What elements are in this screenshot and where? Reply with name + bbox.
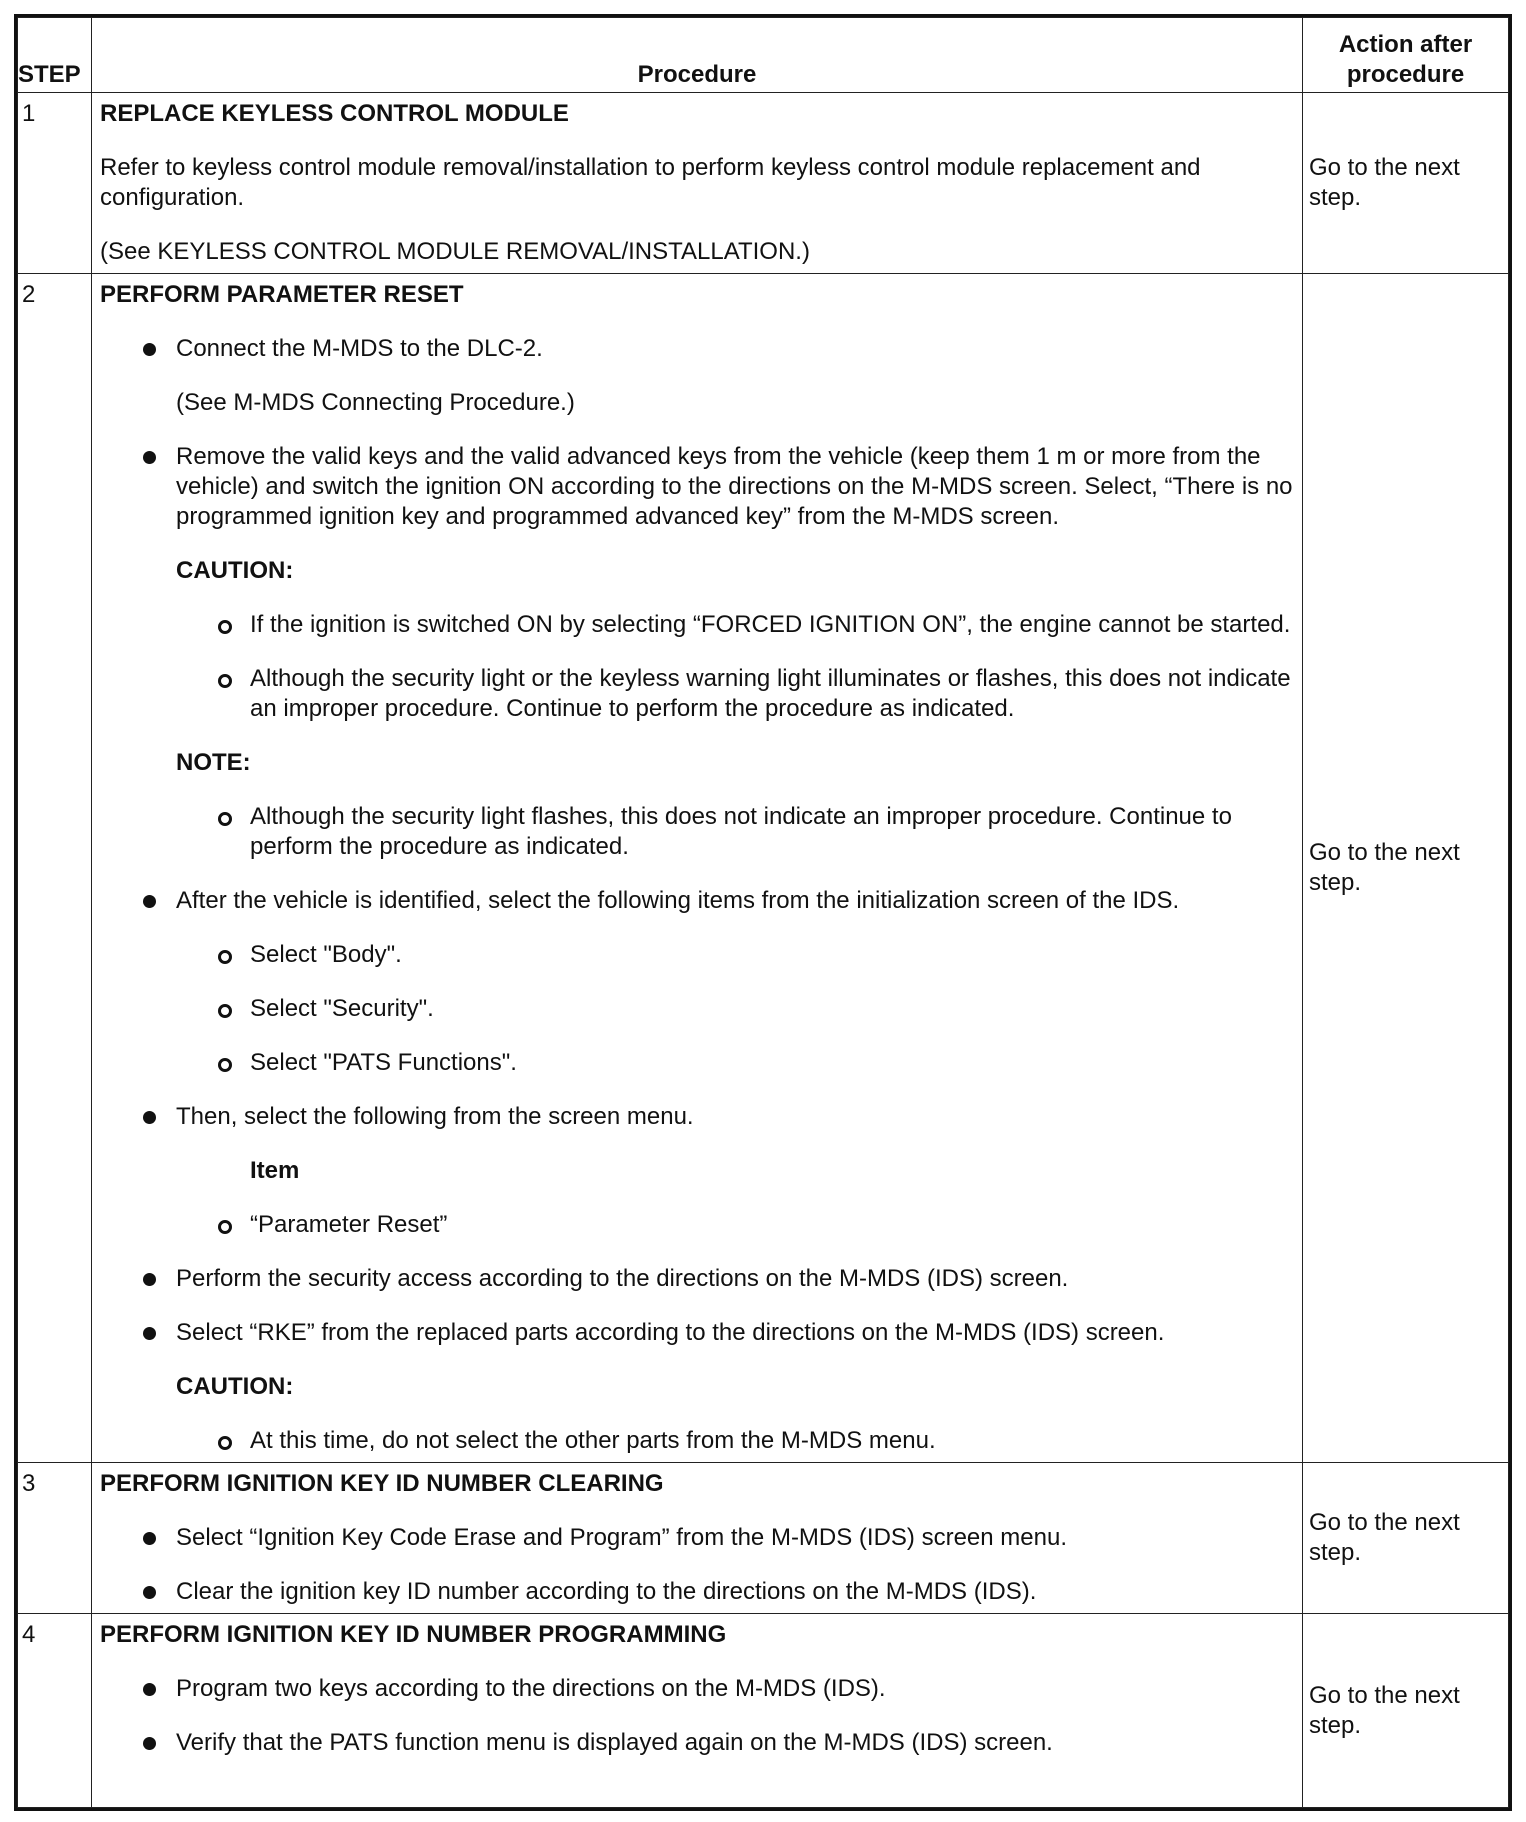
sub-bullet-item: If the ignition is switched ON by selecting “FORCED IGNITION ON”, the engine cannot be started.	[100, 610, 1294, 640]
step-column-header: STEP	[18, 18, 92, 93]
reference-text: (See M-MDS Connecting Procedure.)	[176, 389, 575, 416]
sub-bullet-item: Select "PATS Functions".	[100, 1048, 1294, 1078]
step-title: REPLACE KEYLESS CONTROL MODULE	[100, 100, 569, 127]
procedure-cell	[92, 93, 1303, 274]
sub-bullet-item: “Parameter Reset”	[100, 1210, 1294, 1240]
bullet-item: Clear the ignition key ID number according to the directions on the M-MDS (IDS).	[100, 1577, 1294, 1607]
step-number: 4	[18, 1614, 92, 1808]
reference-text: (See KEYLESS CONTROL MODULE REMOVAL/INSTALLATION.)	[100, 238, 810, 265]
sub-bullet-item: Although the security light flashes, this does not indicate an improper procedure. Continue to perform the procedure as indicated.	[100, 802, 1294, 862]
caution-label: CAUTION:	[176, 557, 294, 584]
step-number: 3	[18, 1463, 92, 1614]
action-cell: Go to the next step.	[1303, 1463, 1509, 1614]
bullet-item: Program two keys according to the directions on the M-MDS (IDS).	[100, 1674, 1294, 1704]
action-cell: Go to the next step.	[1303, 93, 1509, 274]
bullet-item: Select “RKE” from the replaced parts according to the directions on the M-MDS (IDS) screen.	[100, 1318, 1294, 1348]
bullet-item: Connect the M-MDS to the DLC-2.	[100, 334, 1294, 364]
sub-bullet-item: Select "Body".	[100, 940, 1294, 970]
action-cell: Go to the next step.	[1303, 274, 1509, 1463]
step-number: 1	[18, 93, 92, 274]
procedure-table	[17, 17, 1509, 1808]
table-row	[18, 93, 1509, 274]
procedure-column-header: Procedure	[92, 18, 1303, 93]
procedure-cell	[92, 274, 1303, 1463]
bullet-item: After the vehicle is identified, select the following items from the initialization screen of the IDS.	[100, 886, 1294, 916]
bullet-item: Then, select the following from the screen menu.	[100, 1102, 1294, 1132]
step-title: PERFORM PARAMETER RESET	[100, 281, 464, 308]
table-row	[18, 274, 1509, 1463]
sub-bullet-item: At this time, do not select the other parts from the M-MDS menu.	[100, 1426, 1294, 1456]
action-cell: Go to the next step.	[1303, 1614, 1509, 1808]
caution-label: CAUTION:	[176, 1373, 294, 1400]
action-column-header: Action after procedure	[1303, 18, 1509, 93]
note-label: NOTE:	[176, 749, 251, 776]
table-row	[18, 1614, 1509, 1808]
item-label: Item	[250, 1157, 300, 1184]
paragraph: Refer to keyless control module removal/installation to perform keyless control module replacement and configuration.	[100, 154, 1201, 211]
header-row	[18, 18, 1509, 93]
step-number: 2	[18, 274, 92, 1463]
sub-bullet-item: Select "Security".	[100, 994, 1294, 1024]
procedure-cell	[92, 1463, 1303, 1614]
sub-bullet-item: Although the security light or the keyless warning light illuminates or flashes, this does not indicate an improper procedure. Continue to perform the procedure as indicated.	[100, 664, 1294, 724]
step-title: PERFORM IGNITION KEY ID NUMBER CLEARING	[100, 1470, 664, 1497]
bullet-item: Perform the security access according to the directions on the M-MDS (IDS) screen.	[100, 1264, 1294, 1294]
procedure-document	[14, 14, 1512, 1811]
bullet-item: Remove the valid keys and the valid advanced keys from the vehicle (keep them 1 m or more from the vehicle) and switch the ignition ON according to the directions on the M-MDS screen. Select, “There is no programmed ignition key and programmed advanced key” from the M-MDS screen.	[100, 442, 1294, 532]
table-row	[18, 1463, 1509, 1614]
procedure-cell	[92, 1614, 1303, 1808]
bullet-item: Select “Ignition Key Code Erase and Program” from the M-MDS (IDS) screen menu.	[100, 1523, 1294, 1553]
step-title: PERFORM IGNITION KEY ID NUMBER PROGRAMMING	[100, 1621, 727, 1648]
bullet-item: Verify that the PATS function menu is displayed again on the M-MDS (IDS) screen.	[100, 1728, 1294, 1758]
